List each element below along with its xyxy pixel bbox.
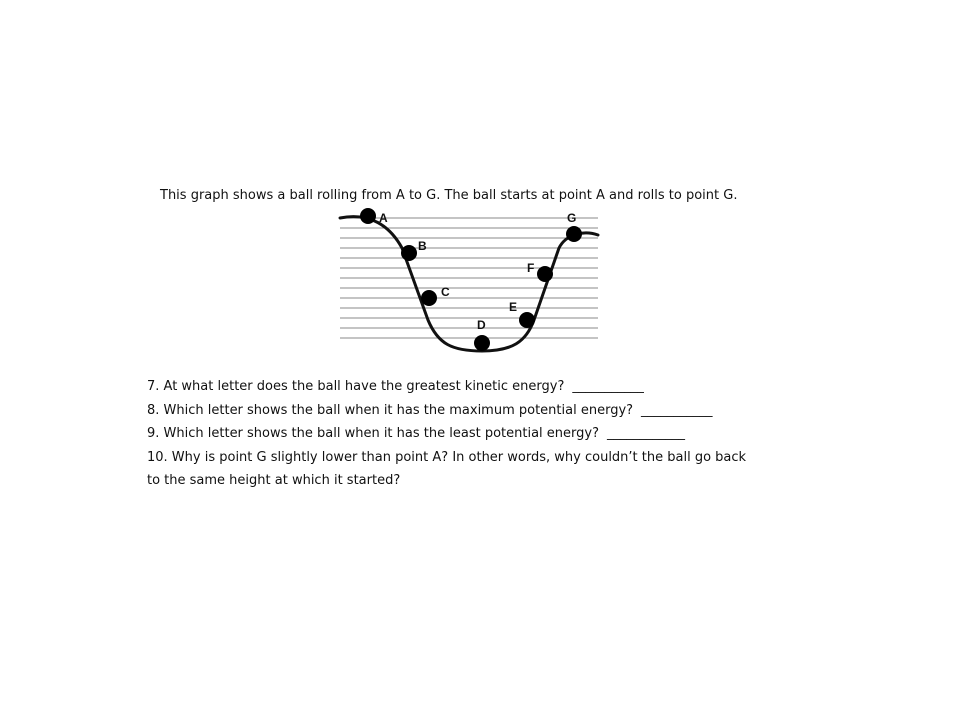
question-8-answer-blank[interactable]: ___________ <box>641 402 713 418</box>
question-7-text: 7. At what letter does the ball have the greatest kinetic energy? <box>147 379 565 394</box>
svg-text:C: C <box>441 285 450 299</box>
question-list <box>147 375 746 493</box>
ball-e <box>509 300 535 328</box>
question-8 <box>147 399 746 423</box>
svg-text:G: G <box>567 211 577 225</box>
question-9-text: 9. Which letter shows the ball when it has the least potential energy? <box>147 426 599 441</box>
ball-a <box>360 208 388 225</box>
ball-track-diagram <box>330 204 610 360</box>
question-7 <box>147 375 746 399</box>
track-curve <box>340 217 598 351</box>
diagram-gridlines <box>340 218 598 338</box>
question-8-text: 8. Which letter shows the ball when it has the maximum potential energy? <box>147 402 634 418</box>
question-7-answer-blank[interactable]: ___________ <box>572 379 644 394</box>
svg-text:A: A <box>379 211 388 225</box>
question-10-text: 10. Why is point G slightly lower than point A? In other words, why couldn’t the ball go back <box>147 449 747 465</box>
ball-f <box>527 261 553 282</box>
question-9 <box>147 422 746 446</box>
question-10 <box>147 446 746 470</box>
svg-text:E: E <box>509 300 518 314</box>
svg-text:B: B <box>418 239 427 253</box>
question-9-answer-blank[interactable]: ____________ <box>606 426 685 441</box>
intro-text: This graph shows a ball rolling from A to G. The ball starts at point A and rolls to point G. <box>160 188 738 203</box>
svg-text:F: F <box>527 261 535 275</box>
question-10-text-continued: to the same height at which it started? <box>147 473 401 488</box>
svg-text:D: D <box>477 318 486 332</box>
question-10-continued <box>147 469 746 493</box>
ball-d <box>474 318 490 351</box>
ball-g <box>566 211 582 242</box>
